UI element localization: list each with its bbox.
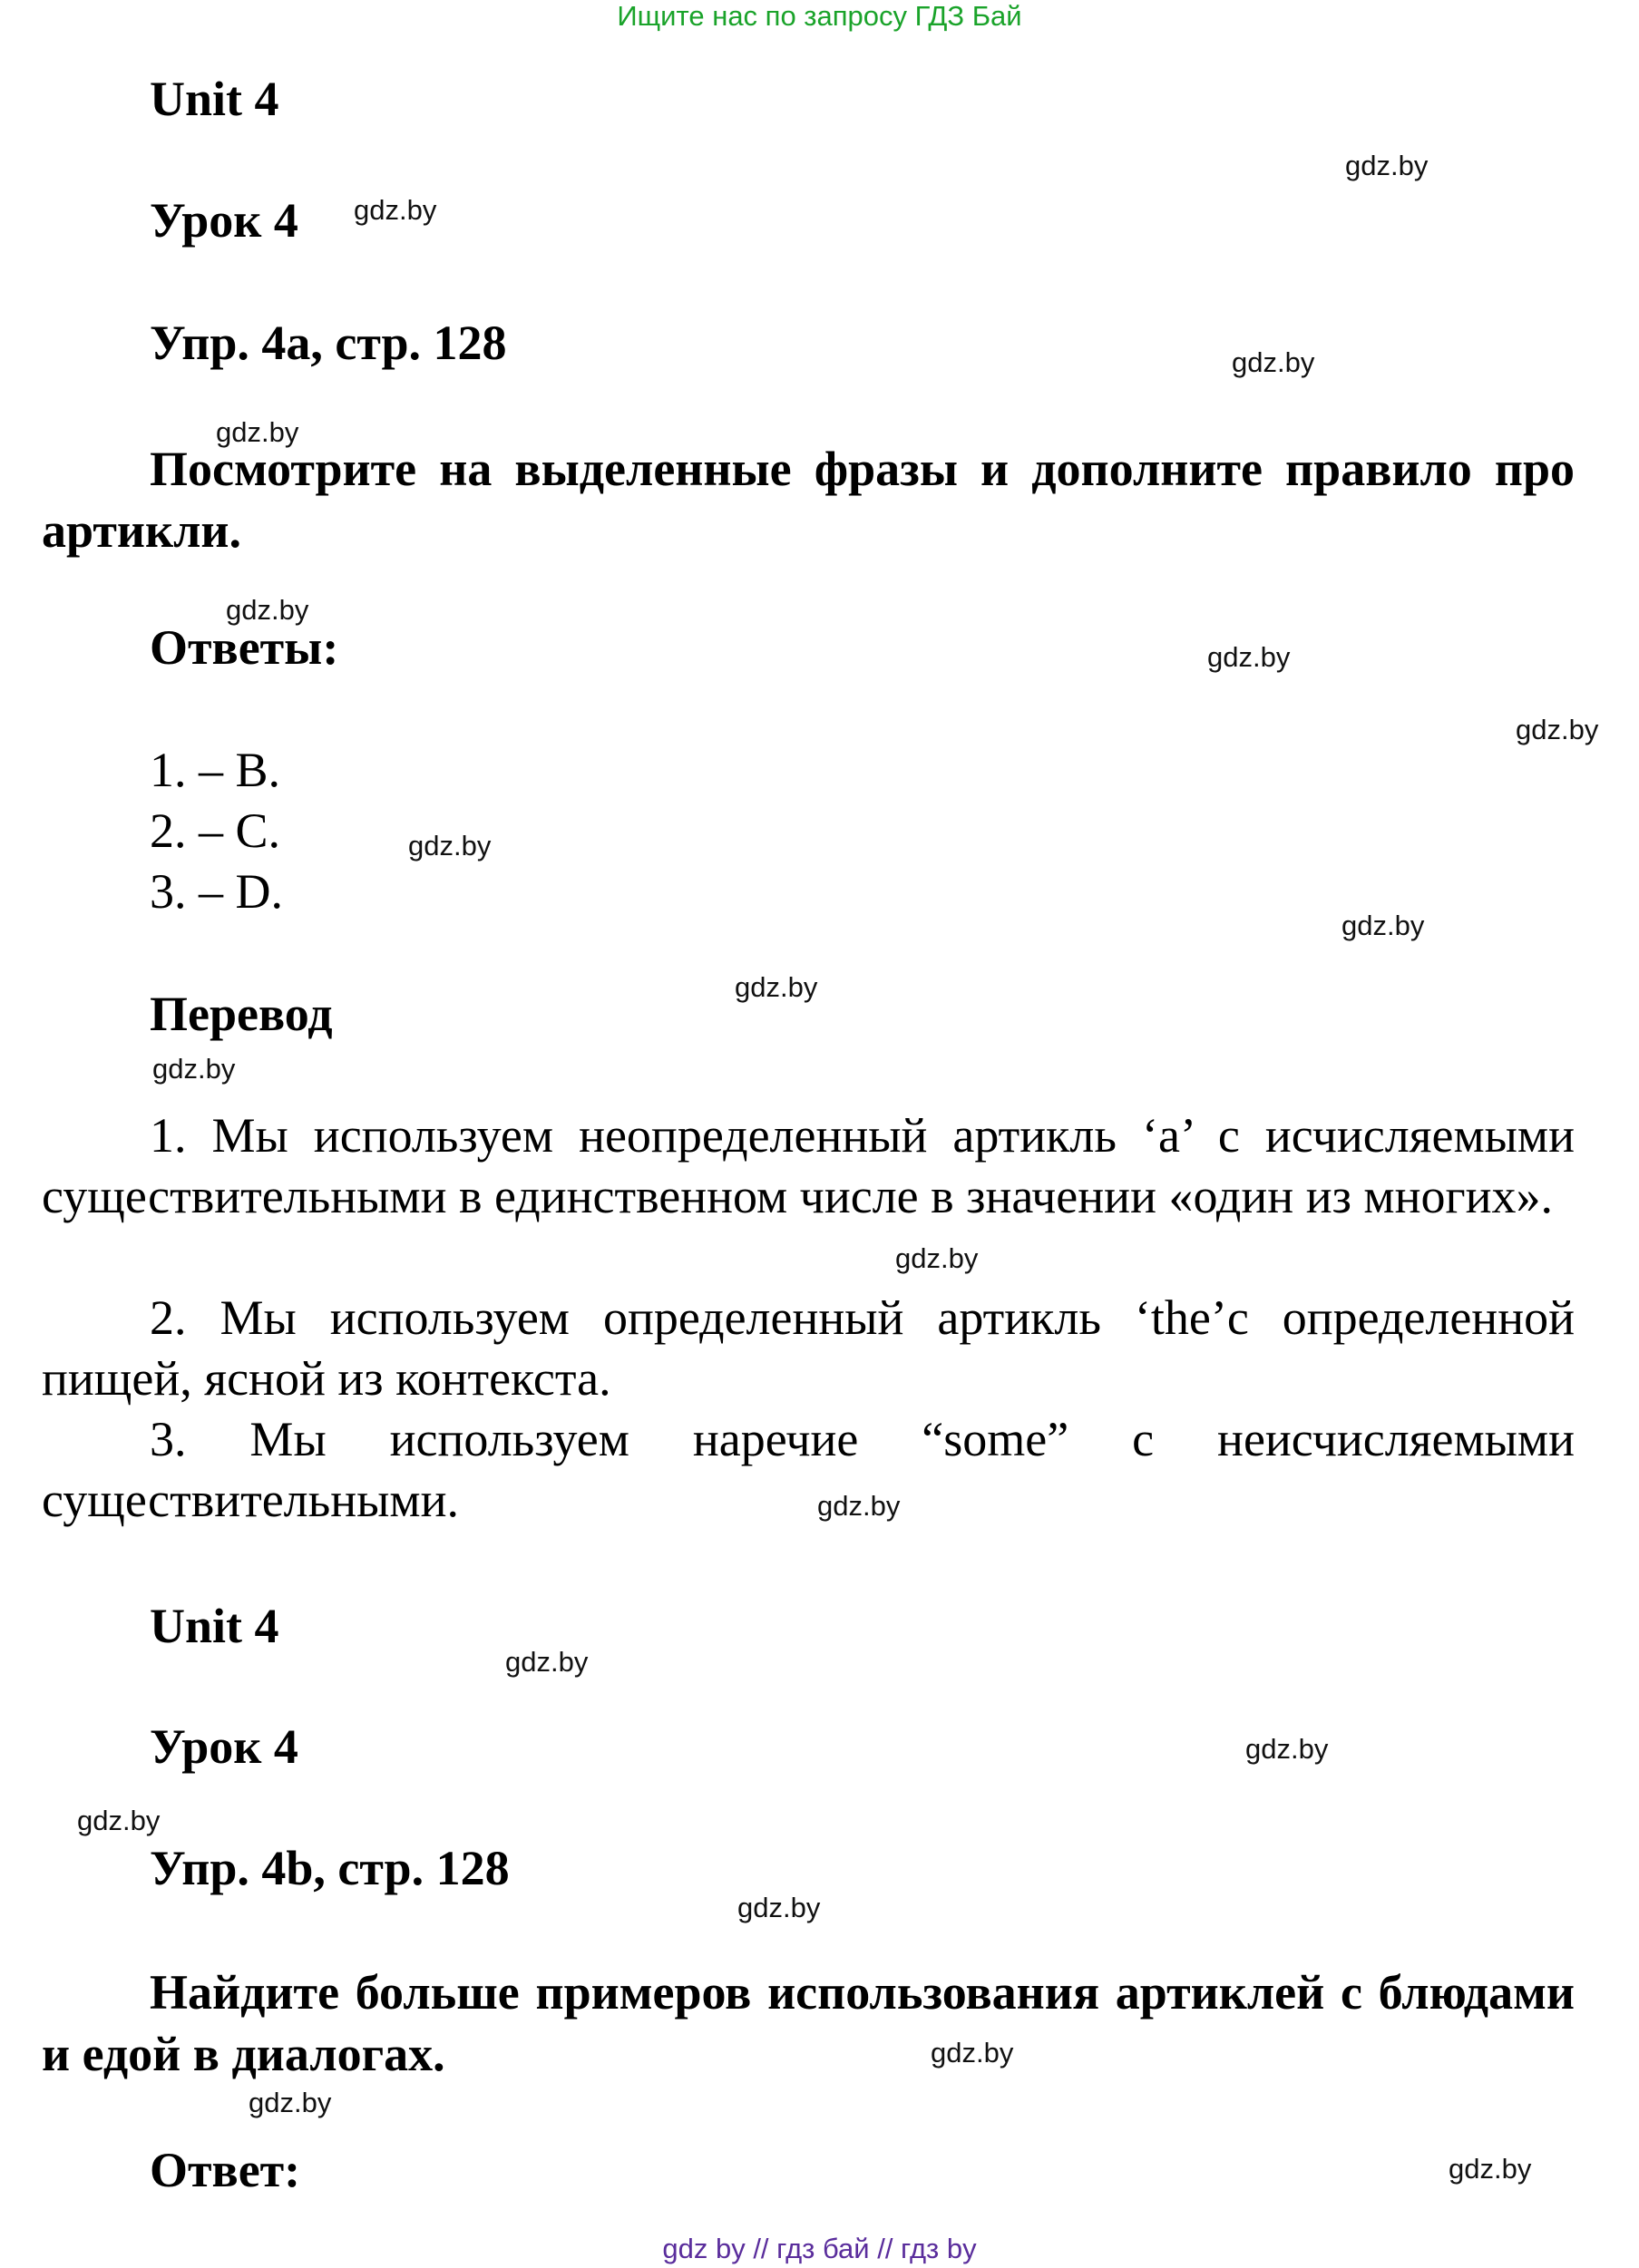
answer-item: 2. – C. bbox=[150, 803, 281, 858]
watermark: gdz.by bbox=[1245, 1733, 1329, 1765]
translation-paragraph: 2. Мы используем определенный артикль ‘the’с определенной пищей, ясной из контекста. bbox=[42, 1290, 1575, 1406]
unit-title: Unit 4 bbox=[150, 1599, 279, 1653]
watermark: gdz.by bbox=[1207, 641, 1291, 673]
watermark: gdz.by bbox=[505, 1646, 589, 1678]
translation-paragraph: 3. Мы используем наречие “some” с неисчисляемыми существительными. bbox=[42, 1412, 1575, 1527]
watermark: gdz.by bbox=[895, 1242, 979, 1274]
watermark: gdz.by bbox=[408, 830, 492, 861]
watermark: gdz.by bbox=[1341, 910, 1425, 941]
top-banner: Ищите нас по запросу ГДЗ Бай bbox=[617, 0, 1022, 32]
watermark: gdz.by bbox=[1232, 346, 1315, 378]
lesson-title: Урок 4 bbox=[150, 193, 298, 248]
watermark: gdz.by bbox=[77, 1805, 161, 1836]
watermark: gdz.by bbox=[737, 1892, 821, 1923]
watermark: gdz.by bbox=[1345, 150, 1429, 181]
watermark: gdz.by bbox=[152, 1053, 236, 1085]
footer: gdz by // гдз бай // гдз by bbox=[662, 2233, 977, 2264]
watermark: gdz.by bbox=[226, 594, 309, 626]
watermark: gdz.by bbox=[249, 2087, 332, 2118]
watermark: gdz.by bbox=[216, 416, 299, 448]
exercise-title: Упр. 4b, стр. 128 bbox=[150, 1841, 510, 1895]
unit-title: Unit 4 bbox=[150, 72, 279, 126]
translation-heading: Перевод bbox=[150, 987, 333, 1041]
task-instruction: Посмотрите на выделенные фразы и дополните правило про артикли. bbox=[42, 442, 1575, 558]
watermark: gdz.by bbox=[1516, 714, 1599, 745]
watermark: gdz.by bbox=[735, 971, 818, 1003]
watermark: gdz.by bbox=[1449, 2153, 1532, 2185]
watermark: gdz.by bbox=[817, 1490, 901, 1522]
answers-heading: Ответы: bbox=[150, 620, 339, 675]
watermark: gdz.by bbox=[354, 194, 437, 226]
exercise-title: Упр. 4a, стр. 128 bbox=[150, 316, 507, 370]
answer-item: 1. – B. bbox=[150, 743, 281, 797]
lesson-title: Урок 4 bbox=[150, 1719, 298, 1774]
task-instruction: Найдите больше примеров использования артиклей с блюдами и едой в диалогах. bbox=[42, 1965, 1575, 2081]
watermark: gdz.by bbox=[931, 2037, 1014, 2068]
answer-heading: Ответ: bbox=[150, 2143, 301, 2197]
answer-item: 3. – D. bbox=[150, 864, 283, 919]
translation-paragraph: 1. Мы используем неопределенный артикль ‘a’ с исчисляемыми существительными в единственном числе в значении «один из многих». bbox=[42, 1108, 1575, 1223]
